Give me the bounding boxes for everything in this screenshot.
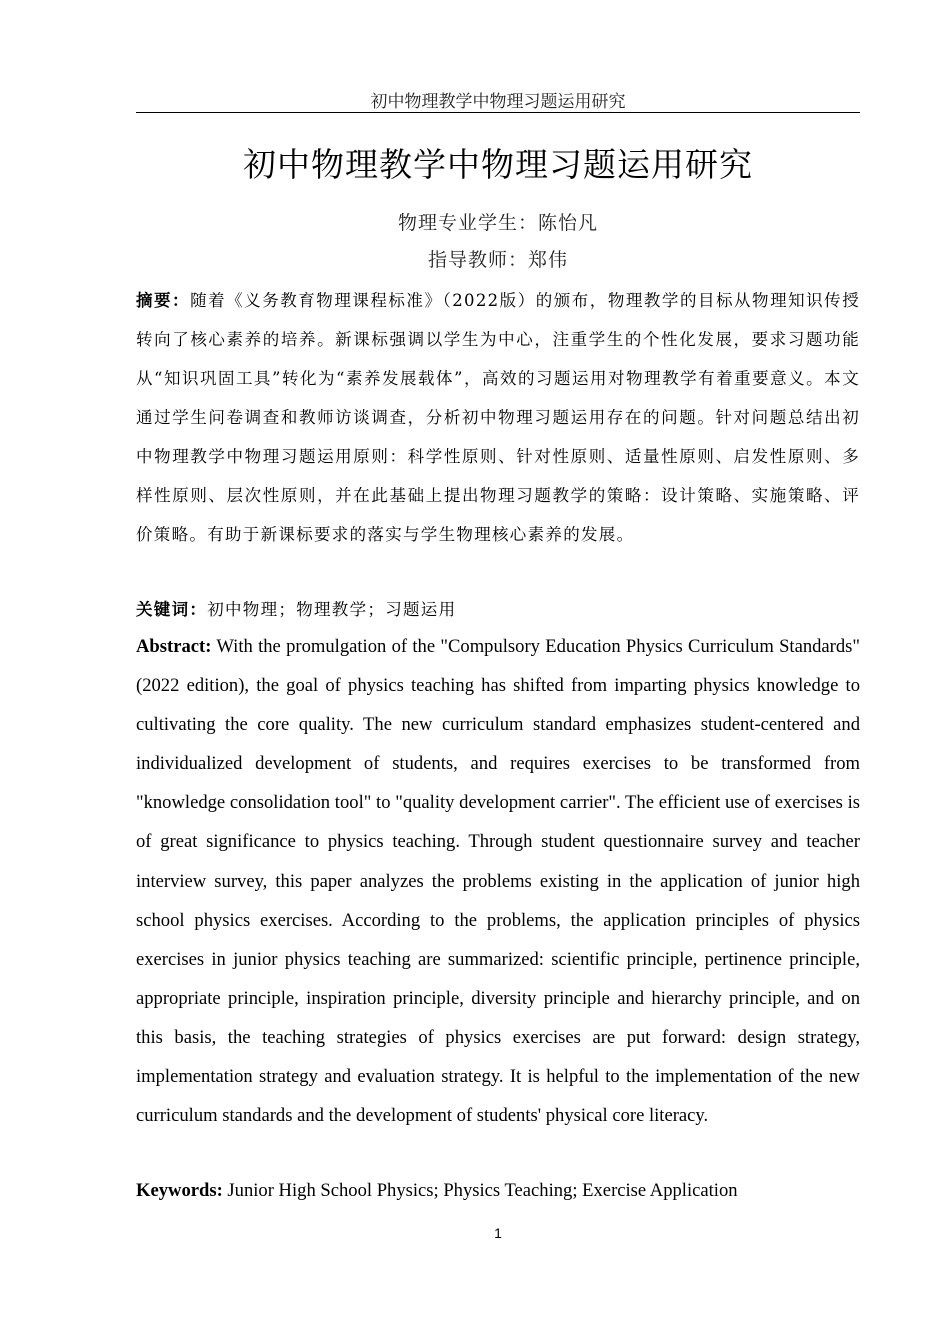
- chinese-keywords-text: 初中物理；物理教学；习题运用: [207, 600, 457, 619]
- chinese-keywords-label: 关键词：: [136, 600, 208, 619]
- advisor-author: 指导教师：郑伟: [427, 249, 568, 271]
- english-abstract-label: Abstract:: [136, 636, 212, 657]
- running-header: 初中物理教学中物理习题运用研究: [370, 92, 626, 112]
- student-author: 物理专业学生：陈怡凡: [397, 212, 598, 234]
- english-abstract-text: With the promulgation of the "Compulsory Education Physics Curriculum Standards" (2022 edition), the goal of physics teaching has shifted from imparting physics knowledge to cultivating the core quality. The new curriculum standard emphasizes student-centered and individualized development of students, and requires exercises to be transformed from "knowledge consolidation tool" to "quality development carrier". The efficient use of exercises is of great significance to physics teaching. Through student questionnaire survey and teacher interview survey, this paper analyzes the problems existing in the application of junior high school physics exercises. According to the problems, the application principles of physics exercises in junior physics teaching are summarized: scientific principle, pertinence principle, appropriate principle, inspiration principle, diversity principle and hierarchy principle, and on this basis, the teaching strategies of physics exercises are put forward: design strategy, implementation strategy and evaluation strategy. It is helpful to the implementation of the new curriculum standards and the development of students' physical core literacy.: [136, 636, 860, 1127]
- chinese-keywords: [136, 593, 860, 627]
- english-abstract: [136, 627, 860, 1135]
- page-title: 初中物理教学中物理习题运用研究: [243, 145, 753, 184]
- english-keywords: [136, 1174, 860, 1208]
- chinese-abstract-text: 随着《义务教育物理课程标准》（2022版）的颁布，物理教学的目标从物理知识传授转向了核心素养的培养。新课标强调以学生为中心，注重学生的个性化发展，要求习题功能从“知识巩固工具”转化为“素养发展载体”，高效的习题运用对物理教学有着重要意义。本文通过学生问卷调查和教师访谈调查，分析初中物理习题运用存在的问题。针对问题总结出初中物理教学中物理习题运用原则：科学性原则、针对性原则、适量性原则、启发性原则、多样性原则、层次性原则，并在此基础上提出物理习题教学的策略：设计策略、实施策略、评价策略。有助于新课标要求的落实与学生物理核心素养的发展。: [136, 291, 860, 544]
- chinese-abstract: [136, 281, 860, 554]
- chinese-abstract-label: 摘要：: [136, 291, 191, 310]
- header-rule: [136, 112, 860, 113]
- english-keywords-text: Junior High School Physics; Physics Teaching; Exercise Application: [227, 1180, 738, 1201]
- english-keywords-label: Keywords:: [136, 1180, 223, 1201]
- page-number: 1: [494, 1225, 502, 1241]
